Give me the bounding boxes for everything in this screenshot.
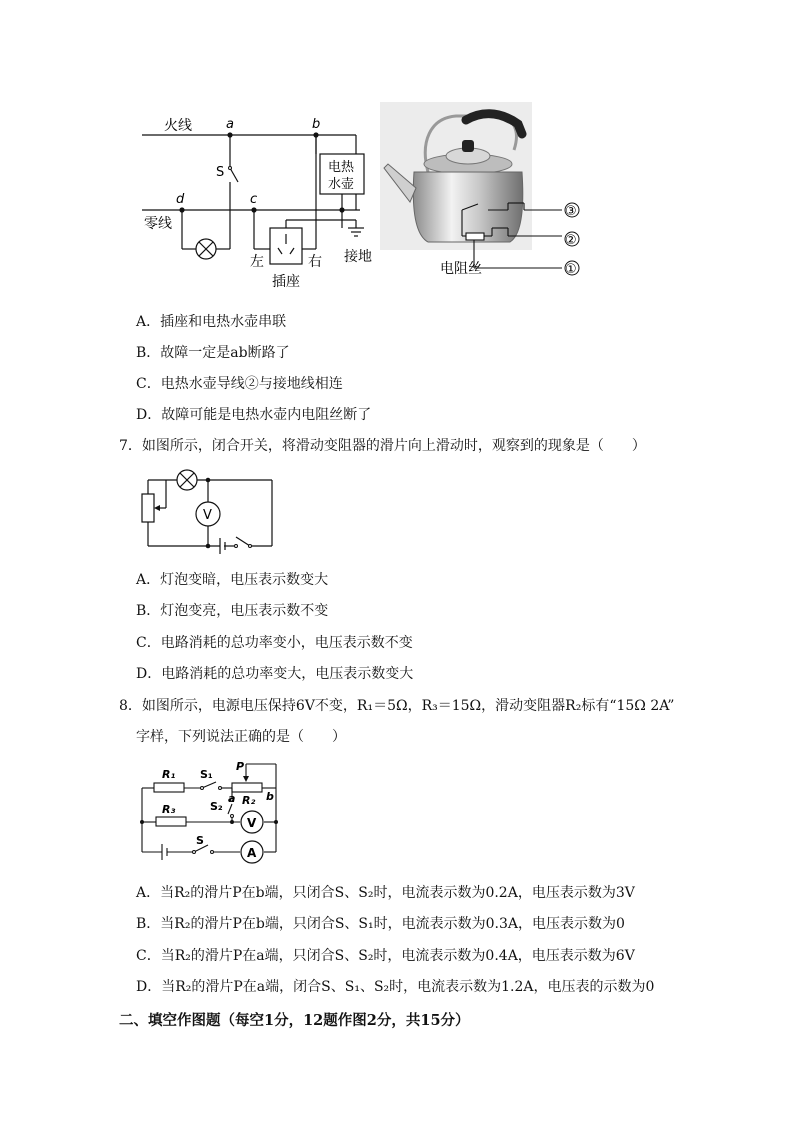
q8-r3-label: R₃ [162, 803, 176, 816]
resistor-wire-label: 电阻丝 [440, 261, 482, 277]
q6-option-d: D．故障可能是电热水壶内电阻丝断了 [136, 407, 372, 423]
neutral-wire-label: 零线 [144, 216, 172, 232]
q8-option-d: D．当R₂的滑片P在a端，闭合S、S₁、S₂时，电流表示数为1.2A，电压表的示数为0 [136, 979, 655, 995]
kettle-label-line1: 电热 [328, 160, 355, 175]
q8-a-label: a [228, 792, 236, 805]
figure-q8-circuit [136, 756, 286, 868]
switch-s-label: S [216, 165, 225, 180]
figure-household-circuit [130, 110, 390, 300]
figure-kettle [380, 102, 590, 282]
q7-option-c: C．电路消耗的总功率变小，电压表示数不变 [136, 635, 413, 651]
mark-1-label: ① [565, 262, 577, 277]
live-wire-label: 火线 [164, 118, 192, 134]
q6-option-c: C．电热水壶导线②与接地线相连 [136, 376, 343, 392]
q6-option-a: A．插座和电热水壶串联 [136, 314, 287, 330]
ground-label: 接地 [344, 249, 372, 265]
socket-right-label: 右 [308, 254, 322, 270]
q7-option-a: A．灯泡变暗，电压表示数变大 [136, 572, 329, 588]
node-d-label: d [176, 192, 185, 207]
q8-r1-label: R₁ [162, 768, 176, 781]
q8-s-label: S [196, 834, 204, 847]
q8-stem-line2: 字样，下列说法正确的是（ ） [136, 729, 346, 745]
q7-option-b: B．灯泡变亮，电压表示数不变 [136, 603, 329, 619]
node-b-label: b [312, 117, 321, 132]
mark-2-label: ② [565, 233, 577, 248]
lamp-icon [196, 239, 216, 259]
q8-p-label: P [236, 760, 245, 773]
q8-r2-label: R₂ [242, 794, 256, 807]
q8-s1-label: S₁ [200, 768, 213, 781]
socket-left-label: 左 [250, 254, 264, 270]
socket-label: 插座 [272, 274, 300, 290]
q8-option-a: A．当R₂的滑片P在b端，只闭合S、S₂时，电流表示数为0.2A，电压表示数为3V [136, 885, 635, 901]
node-a-label: a [226, 117, 234, 132]
q8-option-c: C．当R₂的滑片P在a端，只闭合S、S₂时，电流表示数为0.4A，电压表示数为6V [136, 948, 635, 964]
section-2-title: 二、填空作图题（每空1分，12题作图2分，共15分） [119, 1012, 470, 1029]
q8-s2-label: S₂ [210, 800, 223, 813]
node-c-label: c [250, 192, 258, 207]
q6-option-b: B．故障一定是ab断路了 [136, 345, 290, 361]
figure-q7-circuit [136, 466, 281, 558]
q8-option-b: B．当R₂的滑片P在b端，只闭合S、S₁时，电流表示数为0.3A，电压表示数为0 [136, 916, 625, 932]
kettle-label-line2: 水壶 [328, 177, 355, 192]
q7-stem: 7．如图所示，闭合开关，将滑动变阻器的滑片向上滑动时，观察到的现象是（ ） [119, 438, 646, 454]
q7-lamp-icon [177, 470, 197, 490]
q8-b-label: b [266, 790, 274, 803]
q7-voltmeter-label: V [203, 508, 212, 523]
q8-voltmeter-label: V [247, 816, 257, 830]
q8-ammeter-label: A [247, 846, 257, 860]
q8-stem-line1: 8．如图所示，电源电压保持6V不变，R₁＝5Ω，R₃＝15Ω，滑动变阻器R₂标有“15Ω 2A” [119, 698, 675, 714]
q7-option-d: D．电路消耗的总功率变大，电压表示数变大 [136, 666, 414, 682]
mark-3-label: ③ [565, 204, 577, 219]
